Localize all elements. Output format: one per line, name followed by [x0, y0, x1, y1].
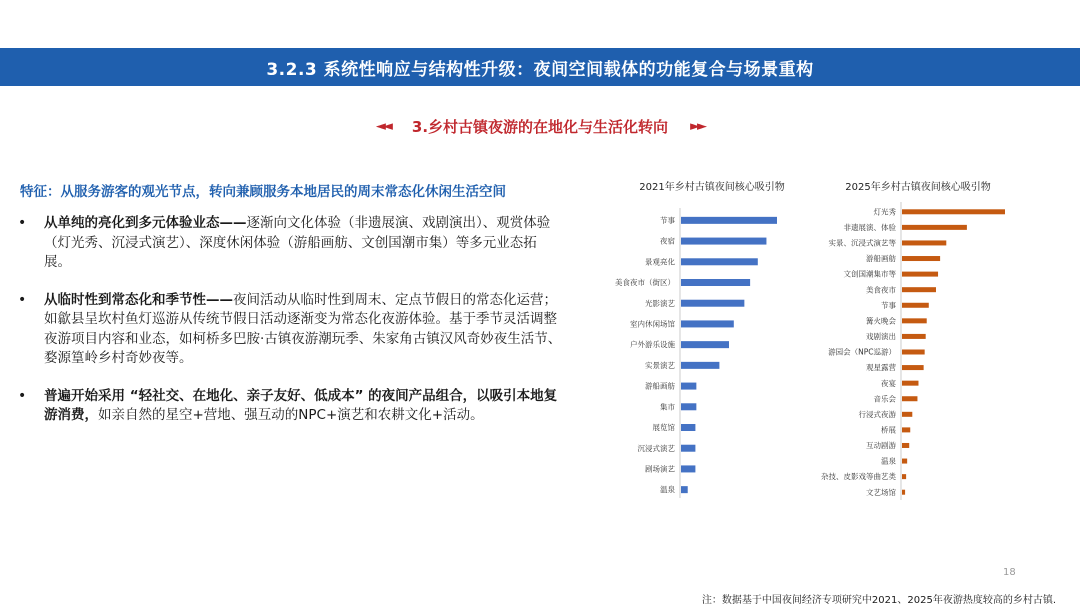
bar	[681, 341, 729, 348]
bar	[902, 287, 936, 292]
category-label: 非遗展演、体验	[843, 222, 896, 232]
bar	[681, 217, 777, 224]
category-label: 文艺场馆	[866, 487, 896, 497]
bar	[681, 279, 750, 286]
arrow-left-icon: ◄◄	[375, 118, 390, 134]
feature-statement: 特征：从服务游客的观光节点，转向兼顾服务本地居民的周末常态化休闲生活空间	[20, 184, 506, 200]
category-label: 游船画舫	[645, 381, 675, 391]
bar-chart-2025	[808, 178, 1028, 508]
bar	[902, 459, 907, 464]
category-label: 夜宴	[881, 378, 896, 388]
category-label: 桥展	[881, 425, 896, 435]
bullet-bold: 从单纯的亮化到多元体验业态——	[44, 215, 247, 231]
bar	[902, 334, 926, 339]
category-label: 行浸式夜游	[858, 409, 896, 419]
bar	[902, 240, 946, 245]
category-label: 户外游乐设施	[630, 340, 675, 350]
bullet-text	[44, 387, 563, 426]
category-label: 音乐会	[873, 394, 896, 404]
bar	[902, 412, 912, 417]
bar	[681, 465, 695, 472]
category-label: 美食夜市（街区）	[615, 278, 675, 288]
bar	[902, 256, 940, 261]
bullet-body: 如亲自然的星空+营地、强互动的NPC+演艺和农耕文化+活动。	[98, 407, 484, 423]
section-subtitle: 3.乡村古镇夜游的在地化与生活化转向	[411, 117, 669, 136]
bar	[681, 238, 766, 245]
bar	[902, 318, 927, 323]
category-label: 景观亮化	[645, 257, 675, 267]
category-label: 节事	[881, 300, 896, 310]
bullet-item	[18, 214, 563, 273]
category-label: 温泉	[660, 485, 675, 495]
category-label: 戏剧演出	[866, 332, 896, 342]
section-subtitle-row	[0, 112, 1080, 140]
category-label: 游园会（NPC巡游）	[828, 347, 896, 357]
chart-title: 2025年乡村古镇夜间核心吸引物	[845, 182, 991, 193]
bar	[681, 424, 695, 431]
bar	[902, 474, 906, 479]
bar	[902, 490, 905, 495]
bar	[902, 303, 929, 308]
bar	[681, 300, 744, 307]
bullet-bold: 普遍开始采用 “轻社交、在地化、亲子友好、低成本” 的夜间产品组合，以吸引本地复游消费，	[44, 387, 558, 423]
bullet-dot-icon: •	[18, 387, 27, 404]
category-label: 展览馆	[652, 423, 675, 433]
category-label: 光影演艺	[645, 298, 675, 308]
bar	[902, 225, 967, 230]
bullet-dot-icon: •	[18, 291, 27, 308]
bar	[681, 486, 688, 493]
chart-2021-attractions	[612, 178, 812, 498]
bar	[902, 272, 938, 277]
category-label: 灯光秀	[873, 207, 896, 217]
chart-2025-attractions	[808, 178, 1028, 508]
category-label: 集市	[660, 402, 675, 412]
page-number: 18	[1003, 567, 1016, 578]
bar	[681, 258, 758, 265]
category-label: 文创国潮集市等	[843, 269, 896, 279]
category-label: 杂技、皮影戏等曲艺类	[821, 472, 896, 482]
bullet-bold: 从临时性到常态化和季节性——	[44, 291, 233, 308]
bullet-text	[44, 291, 563, 369]
footnote: 注：数据基于中国夜间经济专项研究中2021、2025年夜游热度较高的乡村古镇.	[701, 595, 1056, 606]
bullet-body: 夜间活动从临时性到周末、定点节假日的常态化运营；如歙县呈坎村鱼灯巡游从传统节假日活动逐渐变为常态化夜游体验。基于季节灵活调整夜游项目内容和业态，如柯桥多巴胺·古镇夜游潮玩季、朱家角古镇汉风奇妙夜生活节、婺源篁岭乡村奇妙夜等。	[44, 291, 562, 366]
bar-chart-2021	[612, 178, 812, 498]
category-label: 剧场演艺	[645, 464, 675, 474]
bullet-list	[18, 214, 563, 444]
bullet-item	[18, 387, 563, 426]
bar	[902, 443, 909, 448]
bar	[681, 445, 695, 452]
bullet-body: 逐渐向文化体验（非遗展演、戏剧演出）、观赏体验（灯光秀、沉浸式演艺）、深度休闲体验（游船画舫、文创国潮市集）等多元业态拓展。	[44, 215, 551, 270]
category-label: 游船画舫	[866, 254, 896, 264]
category-label: 观星露营	[866, 363, 896, 373]
category-label: 温泉	[881, 456, 896, 466]
page-title: 3.2.3 系统性响应与结构性升级：夜间空间载体的功能复合与场景重构	[266, 59, 814, 80]
bar	[681, 320, 734, 327]
bar	[902, 365, 924, 370]
bar	[681, 383, 696, 390]
category-label: 实景、沉浸式演艺等	[828, 238, 896, 248]
chart-title: 2021年乡村古镇夜间核心吸引物	[639, 182, 785, 193]
bar	[902, 427, 910, 432]
bar	[681, 403, 696, 410]
category-label: 室内休闲场馆	[630, 319, 675, 329]
category-label: 互动剧游	[866, 441, 896, 451]
bar	[902, 350, 925, 355]
category-label: 篝火晚会	[866, 316, 896, 326]
category-label: 节事	[660, 215, 675, 225]
bullet-item	[18, 291, 563, 369]
bullet-text	[44, 214, 563, 273]
category-label: 美食夜市	[866, 285, 896, 295]
category-label: 夜宿	[660, 236, 675, 246]
header-bar	[0, 48, 1080, 86]
bar	[902, 209, 1005, 214]
bar	[902, 381, 918, 386]
bullet-dot-icon: •	[18, 215, 27, 231]
category-label: 实景演艺	[645, 360, 675, 370]
arrow-right-icon: ►►	[690, 118, 705, 134]
bar	[902, 396, 917, 401]
bar	[681, 362, 719, 369]
category-label: 沉浸式演艺	[637, 443, 675, 453]
